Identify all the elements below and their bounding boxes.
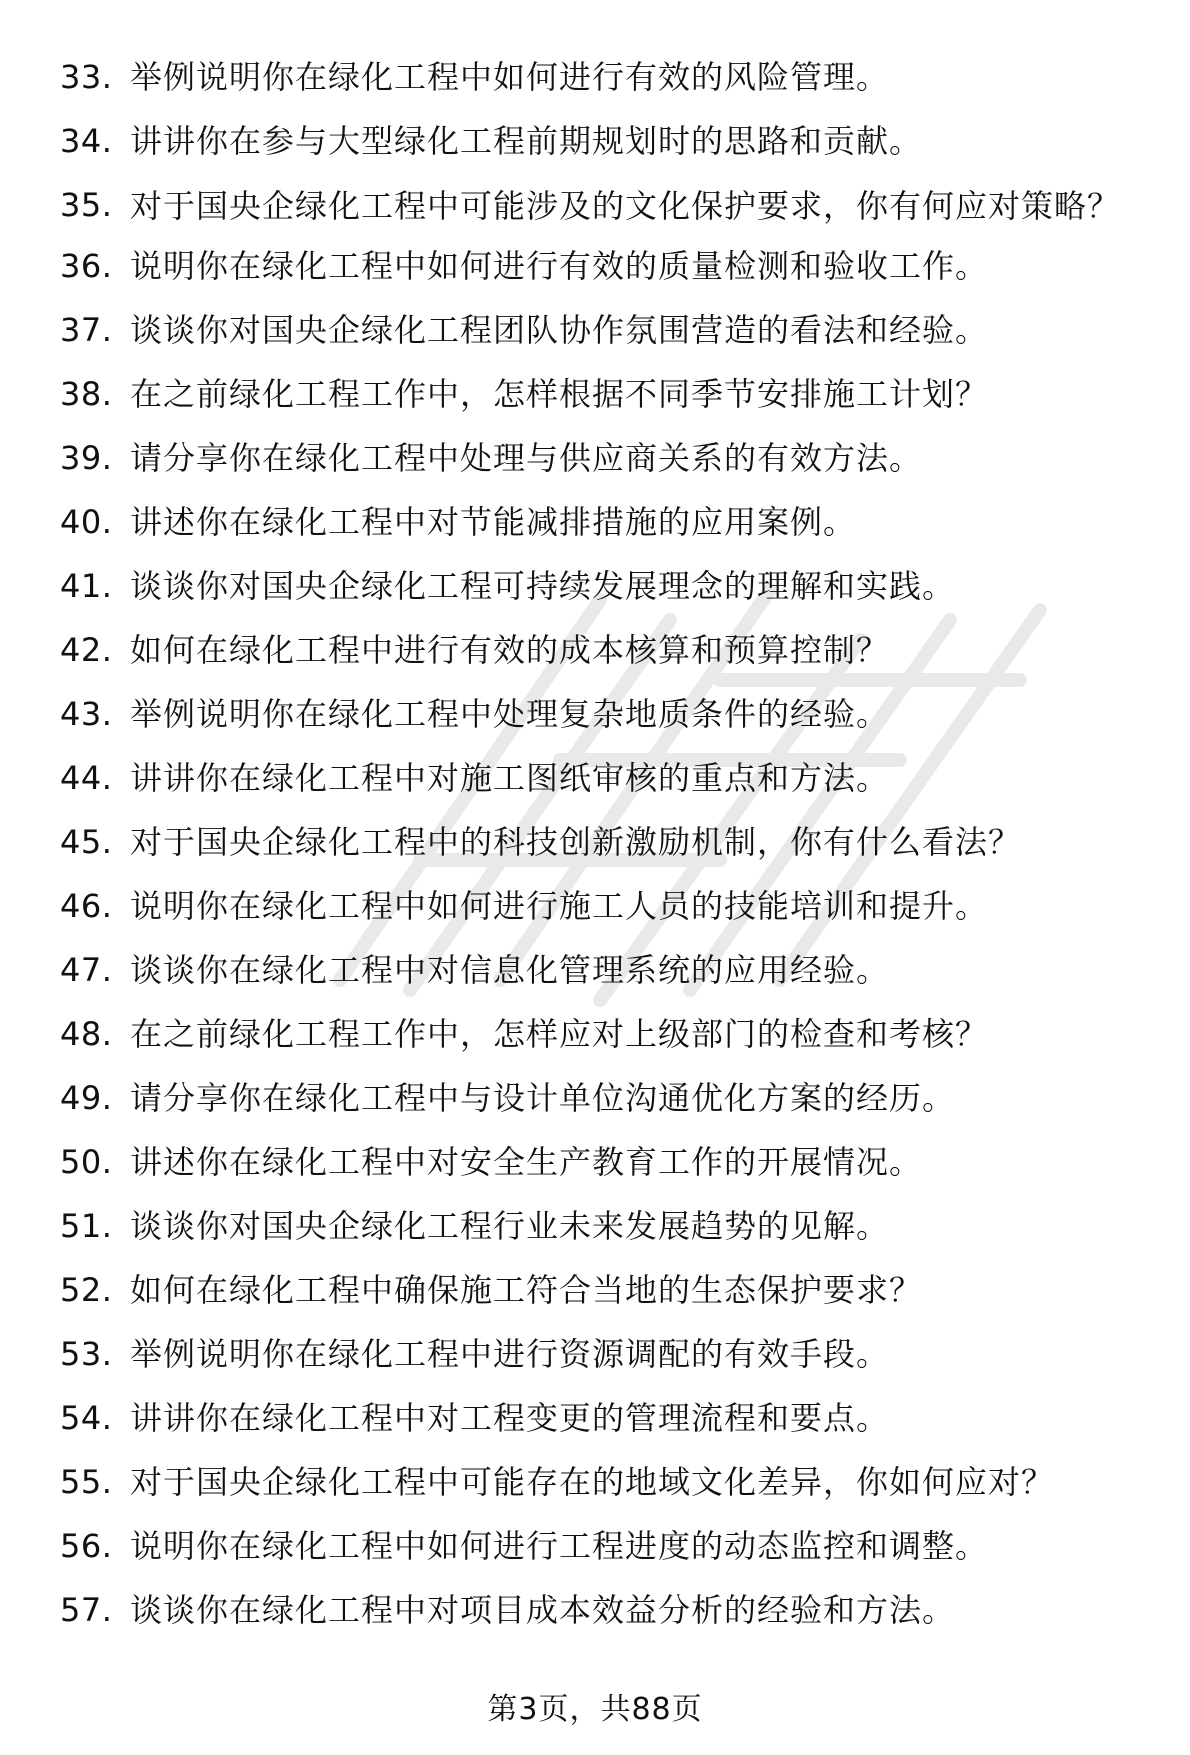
question-number: 39.: [60, 439, 113, 477]
question-number: 33.: [60, 58, 113, 96]
question-text: 说明你在绿化工程中如何进行工程进度的动态监控和调整。: [130, 1527, 989, 1565]
question-text: 讲述你在绿化工程中对节能减排措施的应用案例。: [130, 503, 857, 541]
question-item: [0, 1075, 1190, 1122]
question-item: [0, 883, 1190, 930]
question-text: 请分享你在绿化工程中处理与供应商关系的有效方法。: [130, 439, 923, 477]
question-item: [0, 819, 1190, 866]
question-number: 48.: [60, 1015, 113, 1053]
question-number: 49.: [60, 1079, 113, 1117]
question-number: 57.: [60, 1591, 113, 1629]
question-number: 42.: [60, 631, 113, 669]
question-item: [0, 371, 1190, 418]
question-text: 说明你在绿化工程中如何进行施工人员的技能培训和提升。: [130, 887, 989, 925]
question-item: [0, 54, 1190, 101]
question-text: 对于国央企绿化工程中可能涉及的文化保护要求，你有何应对策略？: [130, 187, 1121, 225]
question-text: 在之前绿化工程工作中，怎样根据不同季节安排施工计划？: [130, 375, 989, 413]
question-text: 谈谈你对国央企绿化工程团队协作氛围营造的看法和经验。: [130, 311, 989, 349]
question-item: [0, 1267, 1190, 1314]
question-number: 38.: [60, 375, 113, 413]
question-item: [0, 1587, 1190, 1634]
question-number: 52.: [60, 1271, 113, 1309]
question-item: [0, 307, 1190, 354]
question-text: 对于国央企绿化工程中的科技创新激励机制，你有什么看法？: [130, 823, 1022, 861]
question-item: [0, 435, 1190, 482]
page-footer: [0, 1690, 1190, 1730]
question-item: [0, 243, 1190, 290]
question-text: 讲述你在绿化工程中对安全生产教育工作的开展情况。: [130, 1143, 923, 1181]
question-text: 在之前绿化工程工作中，怎样应对上级部门的检查和考核？: [130, 1015, 989, 1053]
question-item: [0, 1523, 1190, 1570]
question-number: 46.: [60, 887, 113, 925]
question-text: 举例说明你在绿化工程中处理复杂地质条件的经验。: [130, 695, 890, 733]
question-text: 谈谈你在绿化工程中对项目成本效益分析的经验和方法。: [130, 1591, 956, 1629]
question-text: 讲讲你在参与大型绿化工程前期规划时的思路和贡献。: [130, 122, 923, 160]
question-text: 如何在绿化工程中确保施工符合当地的生态保护要求？: [130, 1271, 923, 1309]
question-text: 谈谈你对国央企绿化工程可持续发展理念的理解和实践。: [130, 567, 956, 605]
question-item: [0, 691, 1190, 738]
question-item: [0, 1011, 1190, 1058]
question-item: [0, 947, 1190, 994]
question-item: [0, 118, 1190, 165]
question-item: [0, 755, 1190, 802]
question-item: [0, 1203, 1190, 1250]
question-number: 44.: [60, 759, 113, 797]
question-text: 对于国央企绿化工程中可能存在的地域文化差异，你如何应对？: [130, 1463, 1055, 1501]
question-text: 请分享你在绿化工程中与设计单位沟通优化方案的经历。: [130, 1079, 956, 1117]
question-number: 36.: [60, 247, 113, 285]
question-item: [0, 1139, 1190, 1186]
question-item: [0, 182, 1190, 226]
question-number: 41.: [60, 567, 113, 605]
question-item: [0, 1395, 1190, 1442]
question-item: [0, 499, 1190, 546]
question-text: 举例说明你在绿化工程中进行资源调配的有效手段。: [130, 1335, 890, 1373]
question-number: 45.: [60, 823, 113, 861]
question-number: 51.: [60, 1207, 113, 1245]
question-number: 35.: [60, 186, 113, 224]
question-text: 谈谈你在绿化工程中对信息化管理系统的应用经验。: [130, 951, 890, 989]
question-number: 56.: [60, 1527, 113, 1565]
question-number: 50.: [60, 1143, 113, 1181]
question-item: [0, 627, 1190, 674]
question-item: [0, 563, 1190, 610]
question-text: 说明你在绿化工程中如何进行有效的质量检测和验收工作。: [130, 247, 989, 285]
question-text: 讲讲你在绿化工程中对施工图纸审核的重点和方法。: [130, 759, 890, 797]
page-number-label: 第3页，共88页: [487, 1692, 703, 1727]
question-item: [0, 1459, 1190, 1506]
question-number: 34.: [60, 122, 113, 160]
question-number: 55.: [60, 1463, 113, 1501]
question-text: 举例说明你在绿化工程中如何进行有效的风险管理。: [130, 58, 890, 96]
question-text: 如何在绿化工程中进行有效的成本核算和预算控制？: [130, 631, 890, 669]
question-list: [0, 54, 1190, 1651]
question-number: 43.: [60, 695, 113, 733]
question-text: 谈谈你对国央企绿化工程行业未来发展趋势的见解。: [130, 1207, 890, 1245]
question-text: 讲讲你在绿化工程中对工程变更的管理流程和要点。: [130, 1399, 890, 1437]
question-number: 54.: [60, 1399, 113, 1437]
question-number: 40.: [60, 503, 113, 541]
question-item: [0, 1331, 1190, 1378]
question-number: 47.: [60, 951, 113, 989]
question-number: 53.: [60, 1335, 113, 1373]
question-number: 37.: [60, 311, 113, 349]
